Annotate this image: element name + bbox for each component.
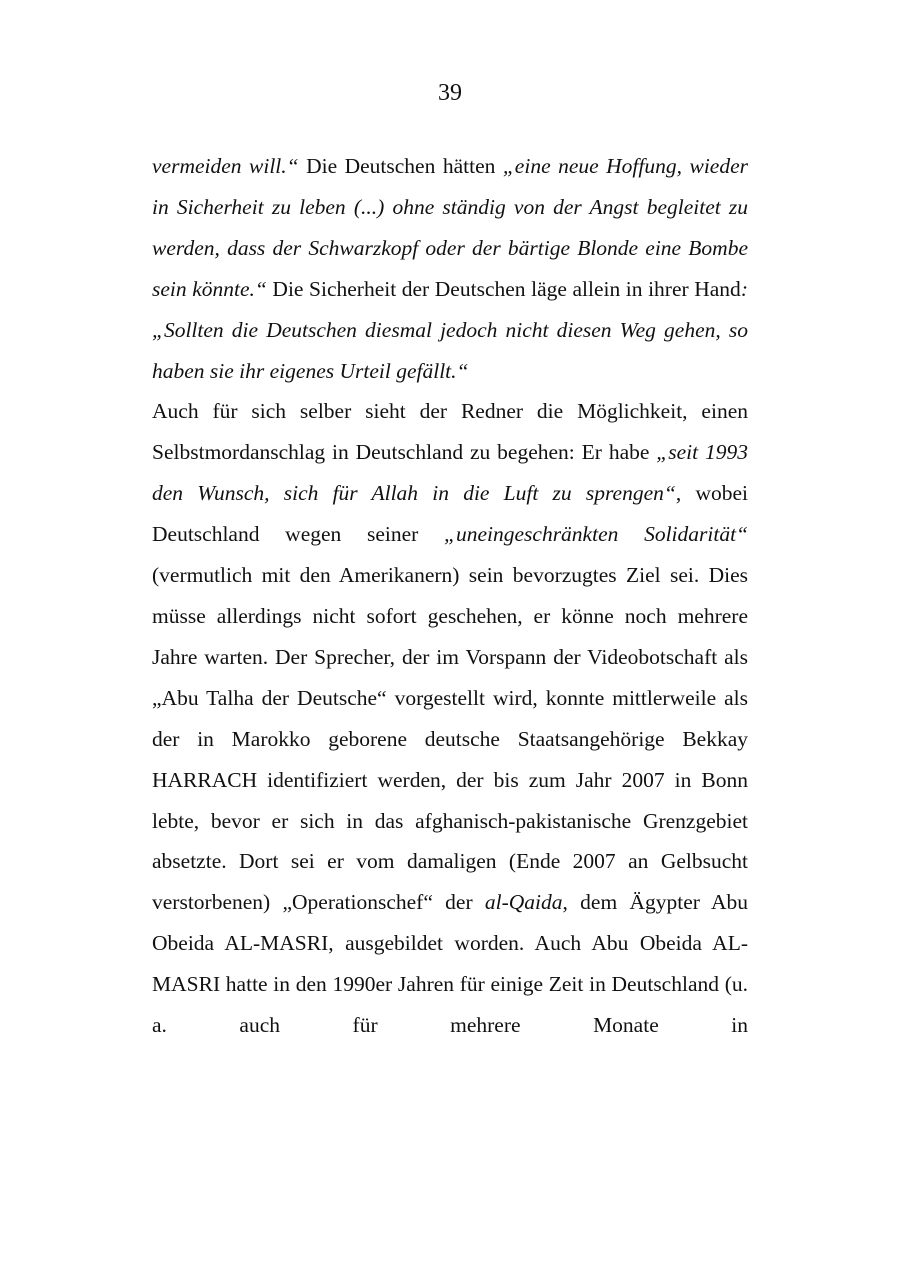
italic-quote: „seit 1993 den Wunsch, sich für Allah in die Luft zu sprengen“ [152,440,748,506]
body-text: , wobei Deutschland wegen seiner [152,481,748,547]
paragraph-quote-continuation [152,146,748,391]
body-text: Die Deutschen hätten [298,154,503,178]
italic-quote: „eine neue Hoffung, wieder in Sicherheit zu leben (...) ohne ständig von der Angst begleitet zu werden, dass der Schwarzkopf oder der bärtige Blonde eine Bombe sein könnte.“ [152,154,748,301]
body-text: (vermutlich mit den Amerikanern) sein bevorzugtes Ziel sei. Dies müsse allerdings nicht sofort geschehen, er könne noch mehrere Jahre warten. Der Sprecher, der im Vorspann der Videobotschaft als „Abu Talha der Deutsche“ vorgestellt wird, konnte mittlerweile als der in Marokko geborene deutsche Staatsangehörige Bekkay HARRACH identifiziert werden, der bis zum Jahr 2007 in Bonn lebte, bevor er sich in das afghanisch-pakistanische Grenzgebiet absetzte. Dort sei er vom damaligen (Ende 2007 an Gelbsucht verstorbenen) „Operationschef“ der [152,563,748,915]
italic-quote: : „Sollten die Deutschen diesmal jedoch nicht diesen Weg gehen, so haben sie ihr eigenes Urteil gefällt.“ [152,276,748,383]
text-body [152,146,748,1046]
page-number: 39 [438,80,462,106]
italic-term: al-Qaida [484,890,563,915]
paragraph-speaker-description [152,391,748,1046]
body-text: Die Sicherheit der Deutschen läge allein in ihrer Hand [266,276,741,301]
italic-quote: „uneingeschränkten Solidarität“ [444,522,749,547]
italic-quote: vermeiden will.“ [152,154,299,178]
body-text: , dem Ägypter Abu Obeida AL-MASRI, ausgebildet worden. Auch Abu Obeida AL-MASRI hatte in den 1990er Jahren für einige Zeit in Deutschland (u. a. auch für mehrere Monate in [152,890,748,1038]
body-text: Auch für sich selber sieht der Redner die Möglichkeit, einen Selbstmordanschlag in Deutschland zu begehen: Er habe [152,399,748,465]
